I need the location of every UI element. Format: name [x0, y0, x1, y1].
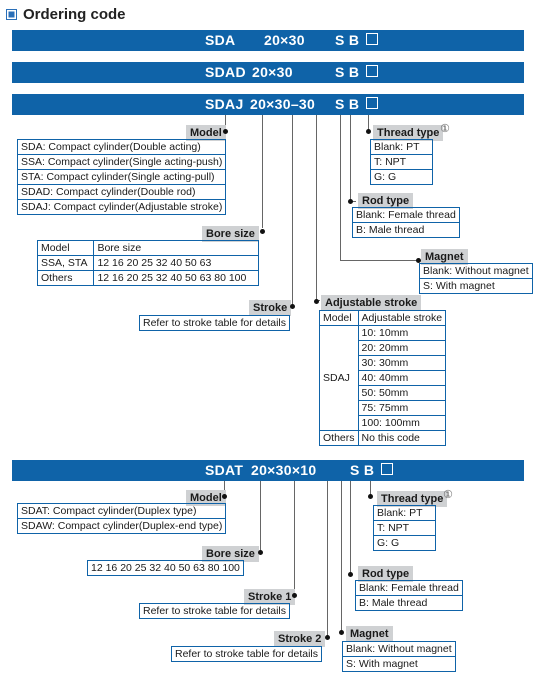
code-prefix: SDAD — [205, 64, 246, 80]
model-option: SDAJ: Compact cylinder(Adjustable stroke) — [18, 200, 226, 215]
rod-type-label: Rod type — [358, 566, 413, 582]
model-table — [17, 503, 226, 534]
table-cell: 40: 40mm — [358, 371, 446, 386]
connector-dot — [348, 199, 353, 204]
table-cell: G: G — [374, 536, 436, 551]
table-cell: Blank: Female thread — [356, 581, 463, 596]
model-label: Model — [186, 490, 226, 506]
magnet-table — [342, 641, 456, 672]
magnet-label: Magnet — [346, 626, 393, 642]
stroke-table — [139, 315, 290, 331]
table-cell: 75: 75mm — [358, 401, 446, 416]
table-cell: Others — [320, 431, 359, 446]
connector-line — [341, 481, 342, 631]
connector-dot — [290, 304, 295, 309]
code-bar-sdaj — [12, 94, 524, 115]
rod-type-table — [352, 207, 460, 238]
code-bar-sda — [12, 30, 524, 51]
table-cell: No this code — [358, 431, 446, 446]
table-cell: 12 16 20 25 32 40 50 63 — [94, 256, 259, 271]
connector-dot — [348, 572, 353, 577]
stroke-note: Refer to stroke table for details — [140, 604, 290, 619]
page-heading — [6, 6, 126, 23]
stroke-1-label: Stroke 1 — [244, 589, 295, 605]
stroke-1-table — [139, 603, 290, 619]
rod-type-table — [355, 580, 463, 611]
code-suffix: S B — [335, 64, 360, 80]
table-cell: Blank: Female thread — [353, 208, 460, 223]
connector-line — [340, 260, 418, 261]
table-cell: Blank: Without magnet — [420, 264, 533, 279]
adjustable-stroke-table — [319, 310, 446, 446]
connector-line — [340, 115, 341, 260]
table-header: Adjustable stroke — [358, 311, 446, 326]
table-cell: 12 16 20 25 32 40 50 63 80 100 — [88, 561, 244, 576]
empty-box-icon — [366, 65, 378, 77]
model-option: SDAD: Compact cylinder(Double rod) — [18, 185, 226, 200]
thread-type-table — [373, 505, 436, 551]
note-circle-1: ① — [443, 489, 453, 501]
connector-line — [260, 481, 261, 553]
model-table — [17, 139, 226, 215]
table-cell: G: G — [371, 170, 433, 185]
model-option: STA: Compact cylinder(Single acting-pull) — [18, 170, 226, 185]
code-bar-sdad — [12, 62, 524, 83]
magnet-table — [419, 263, 533, 294]
connector-dot — [325, 635, 330, 640]
connector-line — [350, 481, 351, 575]
table-cell: S: With magnet — [343, 657, 456, 672]
empty-box-icon — [366, 97, 378, 109]
connector-dot — [222, 494, 227, 499]
connector-dot — [339, 630, 344, 635]
table-cell: SDAJ — [320, 326, 359, 431]
stroke-2-label: Stroke 2 — [274, 631, 325, 647]
stroke-2-table — [171, 646, 322, 662]
connector-line — [327, 481, 328, 638]
connector-dot — [223, 129, 228, 134]
table-cell: Blank: PT — [374, 506, 436, 521]
model-option: SDAW: Compact cylinder(Duplex-end type) — [18, 519, 226, 534]
table-cell: 12 16 20 25 32 40 50 63 80 100 — [94, 271, 259, 286]
note-circle-1: ① — [440, 123, 450, 135]
table-cell: T: NPT — [371, 155, 433, 170]
connector-line — [292, 115, 293, 307]
code-prefix: SDA — [205, 32, 236, 48]
model-option: SDAT: Compact cylinder(Duplex type) — [18, 504, 226, 519]
table-cell: 20: 20mm — [358, 341, 446, 356]
stroke-note: Refer to stroke table for details — [140, 316, 290, 331]
empty-box-icon — [381, 463, 393, 475]
connector-dot — [366, 129, 371, 134]
code-size: 20×30×10 — [251, 462, 317, 478]
table-cell: Others — [38, 271, 94, 286]
connector-dot — [368, 494, 373, 499]
heading-text: Ordering code — [23, 6, 126, 23]
table-cell: S: With magnet — [420, 279, 533, 294]
square-bullet-icon — [6, 9, 17, 20]
table-cell: Blank: Without magnet — [343, 642, 456, 657]
connector-line — [294, 481, 295, 597]
bore-size-table — [37, 240, 259, 286]
code-size: 20×30–30 — [250, 96, 316, 112]
code-prefix: SDAT — [205, 462, 244, 478]
table-cell: T: NPT — [374, 521, 436, 536]
connector-line — [262, 115, 263, 228]
connector-dot — [258, 550, 263, 555]
rod-type-label: Rod type — [358, 193, 413, 209]
code-suffix: S B — [335, 32, 360, 48]
code-prefix: SDAJ — [205, 96, 244, 112]
bore-size-label: Bore size — [202, 546, 259, 562]
magnet-label: Magnet — [421, 249, 468, 265]
connector-dot — [260, 229, 265, 234]
table-header: Model — [320, 311, 359, 326]
model-option: SSA: Compact cylinder(Single acting-push) — [18, 155, 226, 170]
thread-type-label: Thread type — [373, 125, 443, 141]
code-suffix: S B — [335, 96, 360, 112]
table-cell: 50: 50mm — [358, 386, 446, 401]
bore-size-label: Bore size — [202, 226, 259, 242]
connector-line — [350, 115, 351, 201]
table-header: Model — [38, 241, 94, 256]
table-cell: Blank: PT — [371, 140, 433, 155]
table-cell: 30: 30mm — [358, 356, 446, 371]
stroke-label: Stroke — [249, 300, 291, 316]
code-size: 20×30 — [252, 64, 293, 80]
table-cell: 100: 100mm — [358, 416, 446, 431]
table-header: Bore size — [94, 241, 259, 256]
stroke-note: Refer to stroke table for details — [172, 647, 322, 662]
bore-size-table — [87, 560, 244, 576]
table-cell: 10: 10mm — [358, 326, 446, 341]
thread-type-label: Thread type — [377, 491, 447, 507]
connector-dot — [314, 299, 319, 304]
code-bar-sdat — [12, 460, 524, 481]
thread-type-table — [370, 139, 433, 185]
table-cell: SSA, STA — [38, 256, 94, 271]
code-suffix: S B — [350, 462, 375, 478]
table-cell: B: Male thread — [353, 223, 460, 238]
model-label: Model — [186, 125, 226, 141]
table-cell: B: Male thread — [356, 596, 463, 611]
empty-box-icon — [366, 33, 378, 45]
code-size: 20×30 — [264, 32, 305, 48]
connector-dot — [292, 593, 297, 598]
adjustable-stroke-label: Adjustable stroke — [321, 295, 421, 311]
model-option: SDA: Compact cylinder(Double acting) — [18, 140, 226, 155]
connector-line — [316, 115, 317, 300]
